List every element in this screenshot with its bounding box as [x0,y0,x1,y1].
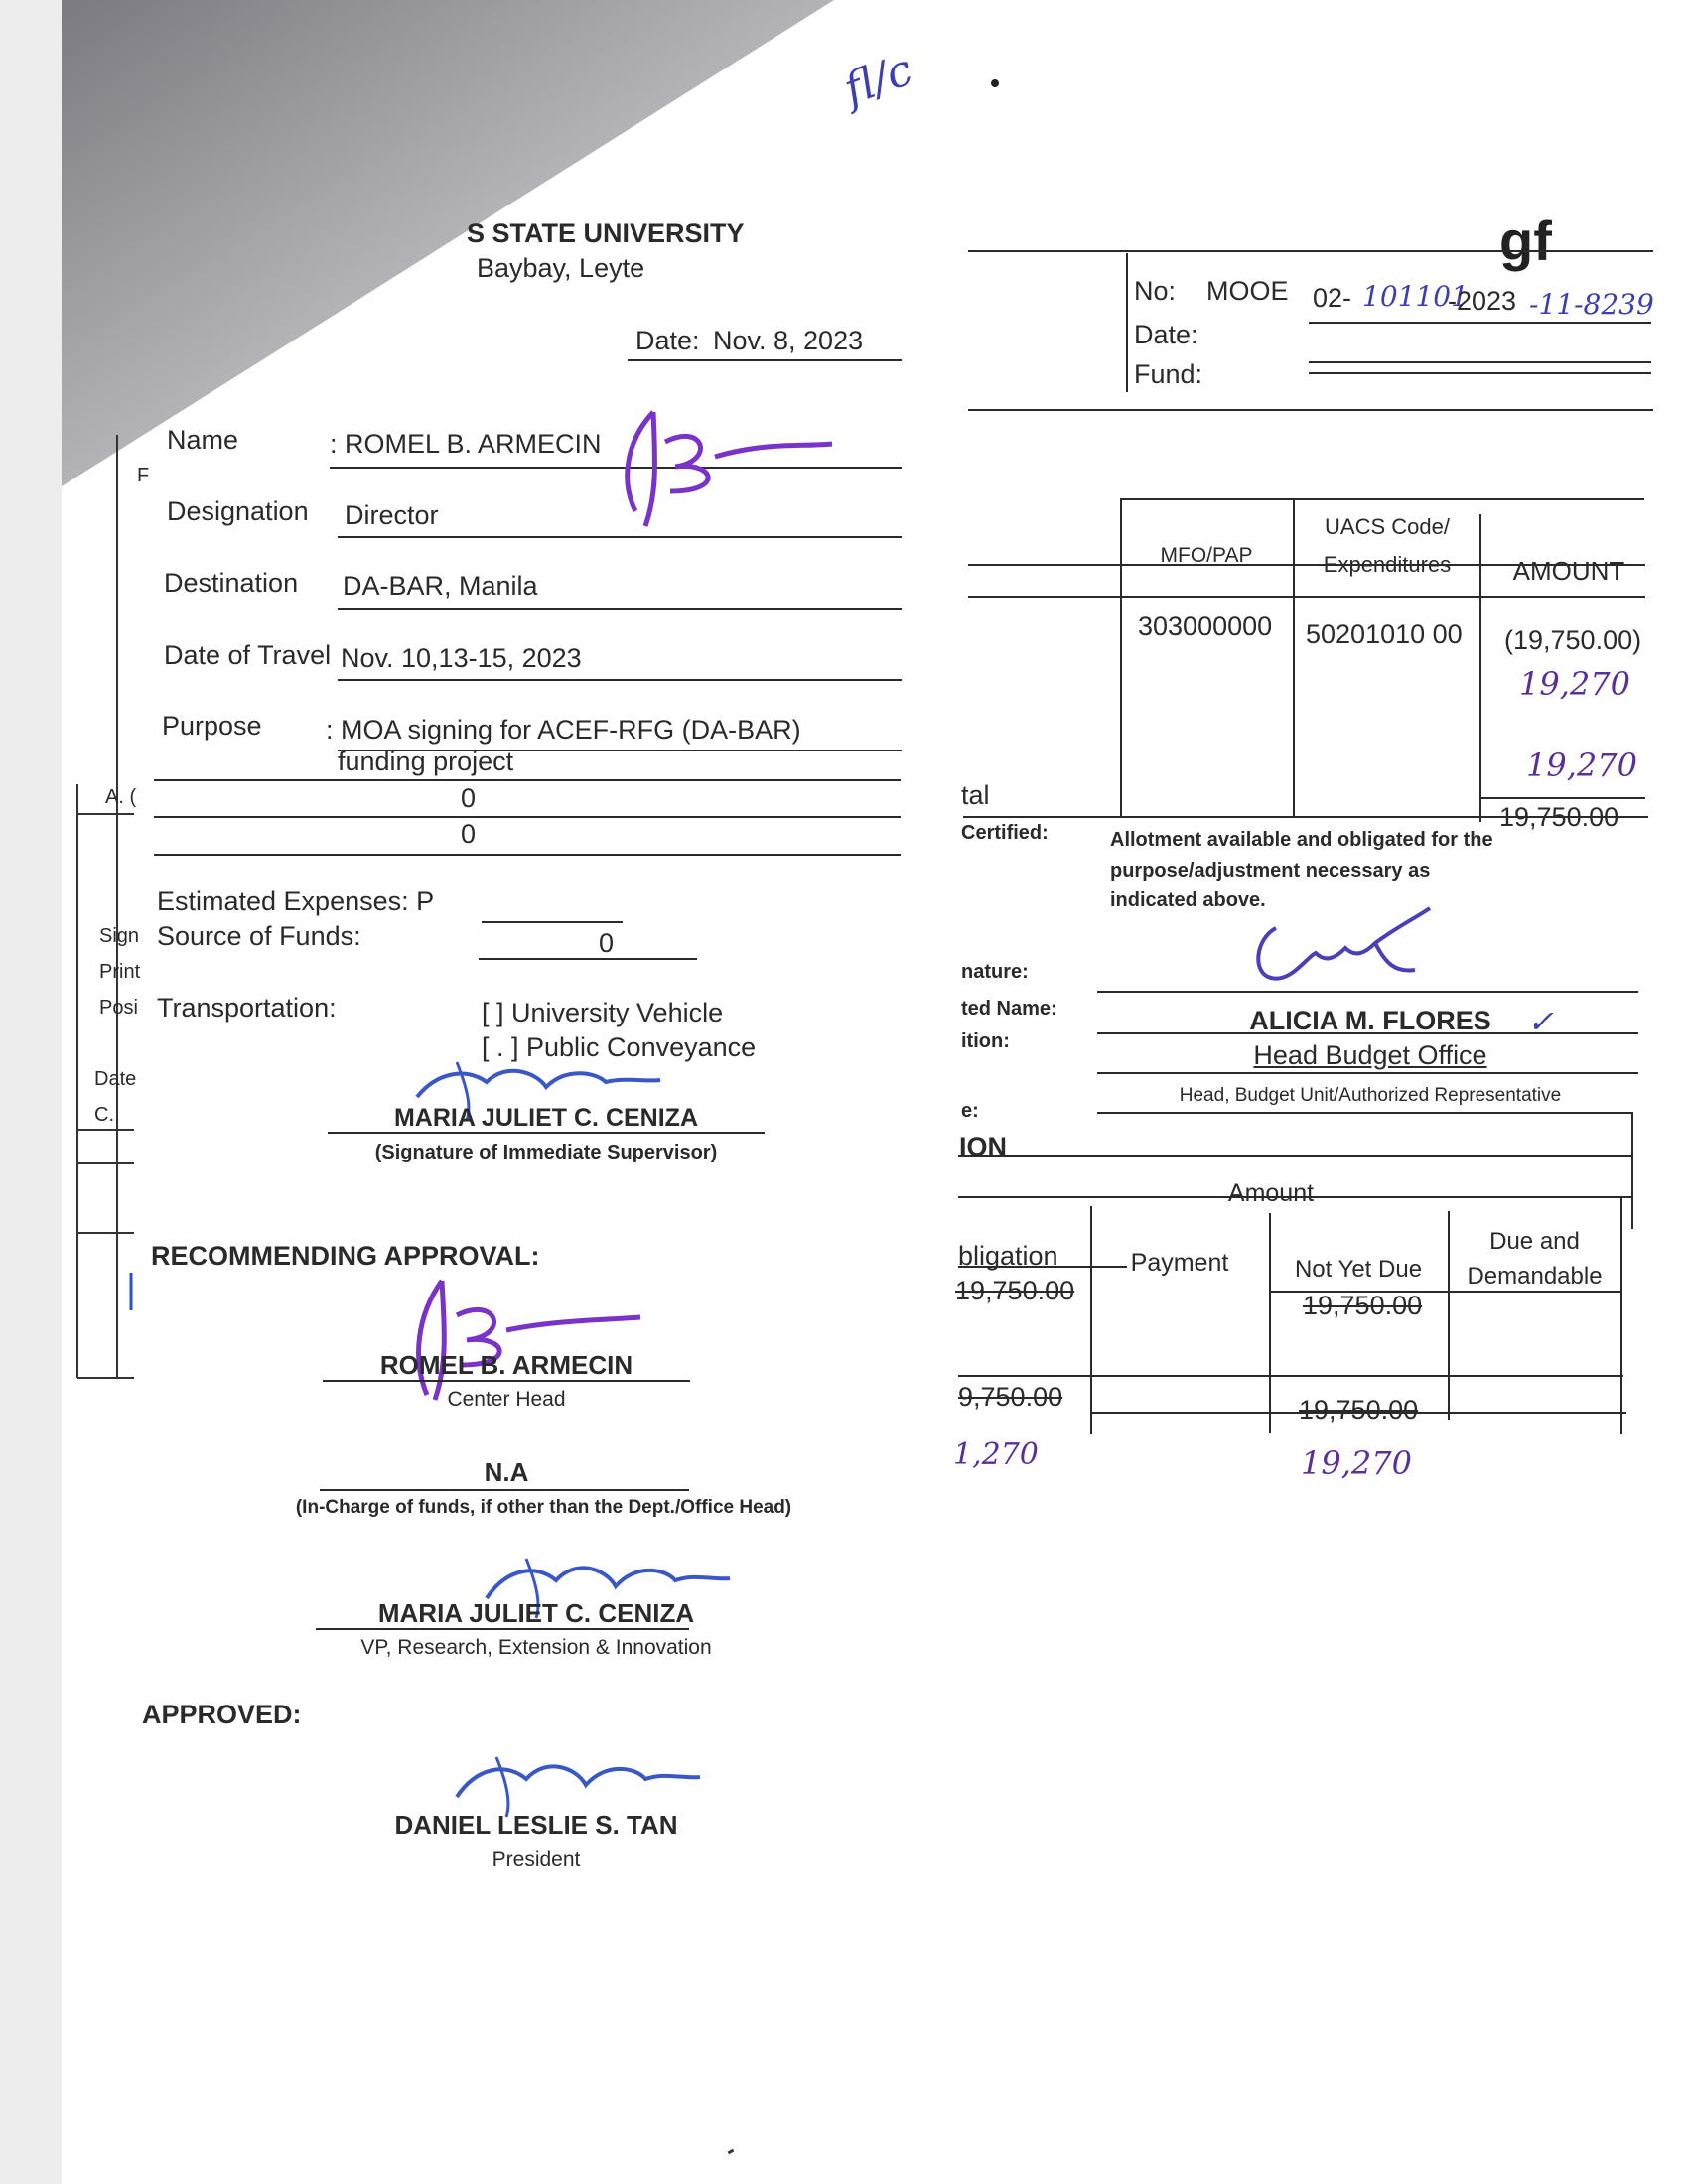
behind-sign: Sign [99,925,140,947]
col-obligation: bligation [958,1241,1058,1271]
row2-obligation: 9,750.00 [958,1382,1063,1412]
name-label: Name [167,425,239,455]
designation-value: Director [345,500,439,530]
date-label-right: e: [961,1100,979,1122]
signature-armecin-1 [596,402,844,531]
no-hand2: -11-8239 [1529,288,1654,321]
blank-value-1: 0 [461,783,477,813]
recommending-name: ROMEL B. ARMECIN [379,1350,633,1380]
estimated-expenses-label: Estimated Expenses: P [157,887,435,916]
no-prefix: MOOE [1206,276,1289,306]
supervisor-name: MARIA JULIET C. CENIZA [393,1104,699,1132]
vp-title: VP, Research, Extension & Innovation [360,1636,712,1659]
col-mfo-pap: MFO/PAP [1160,544,1253,567]
certified-text-3: indicated above. [1110,889,1266,911]
row1-not-yet-due: 19,750.00 [1303,1291,1423,1320]
signature-label: nature: [961,961,1029,983]
header-date-value: Nov. 8, 2023 [713,326,864,355]
col-uacs-line1: UACS Code/ [1325,514,1450,539]
handwritten-initials: fl/c [837,44,919,116]
behind-print: Print [99,961,141,983]
vp-name: MARIA JULIET C. CENIZA [377,1598,695,1628]
option-university-vehicle: [ ] University Vehicle [482,998,724,1027]
transportation-label: Transportation: [157,993,337,1023]
uacs-value: 50201010 00 [1306,619,1463,649]
certified-text-2: purpose/adjustment necessary as [1110,860,1431,882]
na-title: (In-Charge of funds, if other than the Dept./Office Head) [295,1497,792,1518]
gf-mark: gf [1499,209,1552,272]
no-part1: 02- [1313,283,1352,313]
approved-name: DANIEL LESLIE S. TAN [394,1810,678,1840]
col-payment: Payment [1130,1249,1229,1277]
behind-posi: Posi [99,997,138,1019]
ref-date-label: Date: [1134,320,1198,349]
source-of-funds-label: Source of Funds: [157,921,361,951]
supervisor-title: (Signature of Immediate Supervisor) [374,1142,718,1163]
status-section-label: ION [959,1132,1008,1161]
purpose-line2: funding project [338,747,514,776]
amount-handwritten-2: 19,270 [1526,747,1637,784]
behind-date: Date [94,1068,137,1090]
total-value: 19,750.00 [1499,802,1619,832]
university-name: S STATE UNIVERSITY [467,218,745,248]
col-amount: AMOUNT [1512,556,1625,586]
no-hand1: 101101 [1362,280,1469,313]
amount-header: Amount [1227,1179,1315,1207]
no-label: No: [1134,276,1177,306]
certified-text-1: Allotment available and obligated for the [1110,829,1493,851]
handwritten-left: 1,270 [953,1437,1039,1472]
source-of-funds-value: 0 [599,928,615,958]
no-part2: -2023 [1448,286,1517,316]
recommending-title: Center Head [447,1388,566,1411]
na-name: N.A [484,1457,529,1487]
col-uacs-line2: Expenditures [1323,552,1452,577]
destination-value: DA-BAR, Manila [343,571,538,601]
row2-not-yet-due: 19,750.00 [1299,1395,1419,1425]
certifier-role: Head, Budget Unit/Authorized Representative [1179,1085,1562,1106]
row1-obligation: 19,750.00 [955,1276,1075,1305]
recommending-approval-heading: RECOMMENDING APPROVAL: [151,1241,540,1271]
cert-checkmark: ✓ [1527,1003,1554,1040]
blank-value-2: 0 [461,819,477,849]
signature-armecin-2 [397,1276,655,1405]
destination-label: Destination [164,568,299,598]
certified-label: Certified: [961,822,1049,844]
name-value: : ROMEL B. ARMECIN [330,429,602,459]
amount-handwritten-1: 19,270 [1519,665,1630,703]
certifier-name: ALICIA M. FLORES [1249,1006,1491,1035]
certifier-position: Head Budget Office [1253,1040,1487,1070]
purpose-label: Purpose [162,711,262,741]
signature-flores [1246,898,1445,988]
purpose-line1: : MOA signing for ACEF-RFG (DA-BAR) [326,715,801,745]
dot-mark [991,79,999,87]
col-due-line2: Demandable [1467,1263,1603,1290]
behind-f: F [137,465,150,486]
ref-fund-label: Fund: [1134,359,1203,389]
handwritten-right: 19,270 [1301,1444,1412,1482]
approved-title: President [492,1848,581,1871]
total-label: tal [961,780,990,810]
option-public-conveyance: [ . ] Public Conveyance [482,1032,757,1062]
header-date-label: Date: [635,326,700,355]
date-of-travel-value: Nov. 10,13-15, 2023 [341,643,582,673]
printed-name-label: ted Name: [961,998,1057,1020]
col-not-yet-due: Not Yet Due [1294,1256,1423,1283]
university-location: Baybay, Leyte [477,253,645,283]
col-due-line1: Due and [1489,1228,1580,1255]
position-label: ition: [961,1030,1010,1052]
approved-heading: APPROVED: [142,1700,302,1729]
behind-c: C. [94,1104,114,1126]
mfo-value: 303000000 [1138,612,1273,641]
behind-a: A. ( [105,786,137,808]
date-of-travel-label: Date of Travel [164,640,332,670]
amount-value: (19,750.00) [1504,625,1642,655]
designation-label: Designation [167,496,309,526]
